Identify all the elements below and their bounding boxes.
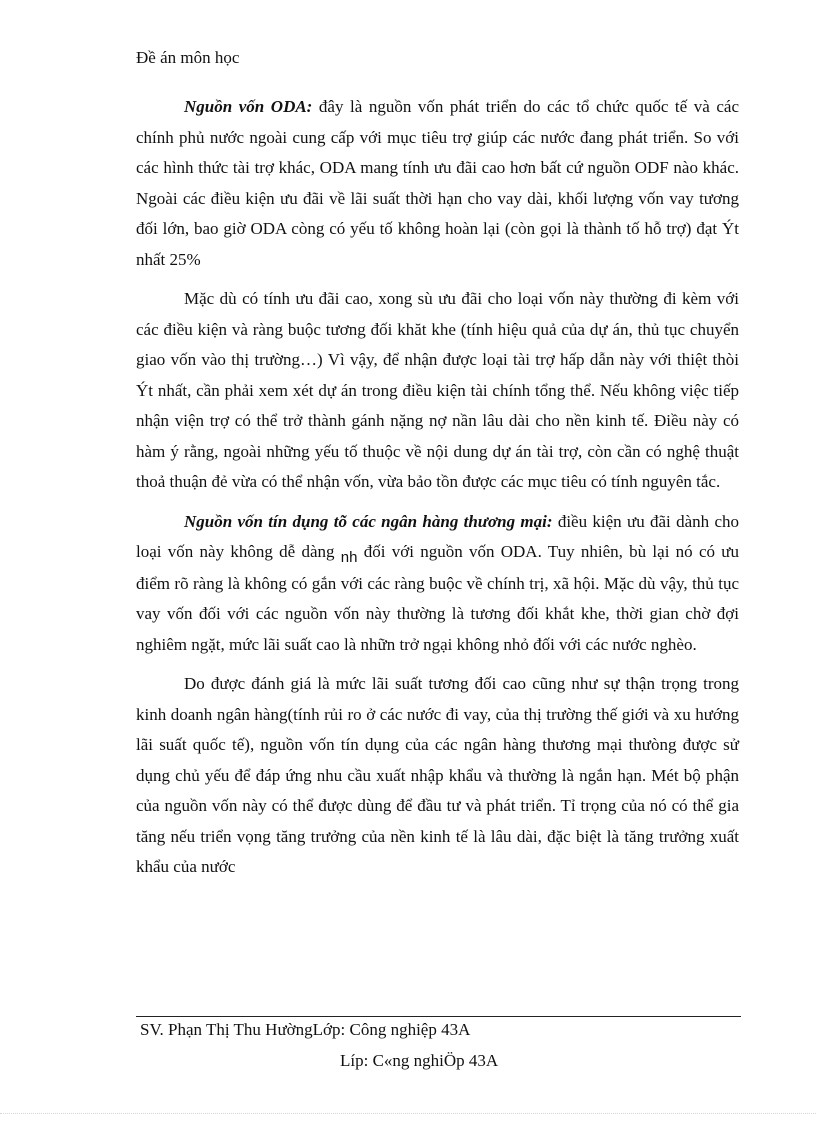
paragraph-conditions bbox=[136, 284, 739, 498]
stray-text-fragment: nh bbox=[340, 549, 358, 566]
body-text bbox=[136, 92, 739, 892]
page-bottom-dotted-edge bbox=[0, 1113, 816, 1114]
page-header-title: Đề án môn học bbox=[136, 48, 240, 67]
paragraph-interest-rate bbox=[136, 669, 739, 883]
paragraph-conditions-text: Mặc dù có tính ưu đãi cao, xong sù ưu đãi cho loại vốn này thường đi kèm với các điều kiện và ràng buộc tương đối khăt khe (tính hiệu quả của dự án, thủ tục chuyển giao vốn vào thị trường…) Vì vậy, để nhận được loại tài trợ hấp dẫn này với thiệt thòi Ýt nhất, cần phải xem xét dự án trong điều kiện tài chính tổng thể. Nếu không việc tiếp nhận viện trợ có thể trở thành gánh nặng nợ nần lâu dài cho nền kinh tế. Điều này có hàm ý rằng, ngoài những yếu tố thuộc về nội dung dự án tài trợ, còn cần có nghệ thuật thoả thuận đẻ vừa có thể nhận vốn, vừa bảo tồn được các mục tiêu có tính nguyên tắc. bbox=[136, 289, 739, 491]
paragraph-commercial-credit-text-before: điều kiện ưu đãi dành cho loại vốn này không dễ dàng bbox=[136, 511, 739, 561]
paragraph-interest-rate-text: Do được đánh giá là mức lãi suất tương đối cao cũng như sự thận trọng trong kinh doanh ngân hàng(tính rủi ro ở các nước đi vay, của thị trường thế giới và xu hướng lãi suất quốc tế), nguồn vốn tín dụng của các ngân hàng thương mại thưòng được sử dụng chủ yếu để đáp ứng nhu cầu xuất nhập khẩu và thường là ngắn hạn. Mét bộ phận của nguồn vốn này có thể được dùng để đầu tư và phát triển. Tỉ trọng của nó có thể gia tăng nếu triển vọng tăng trưởng của nền kinh tế là lâu dài, đặc biệt là tăng trưởng xuất khẩu của nước bbox=[136, 674, 739, 876]
footer-divider bbox=[136, 1016, 741, 1017]
paragraph-oda bbox=[136, 92, 739, 275]
paragraph-commercial-credit-lead: Nguồn vốn tín dụng tõ các ngân hàng thương mại: bbox=[184, 511, 553, 531]
paragraph-oda-lead: Nguồn vốn ODA: bbox=[184, 97, 313, 116]
paragraph-commercial-credit bbox=[136, 507, 739, 661]
footer-class-label: Líp: C«ng nghiÖp 43A bbox=[340, 1051, 499, 1070]
paragraph-oda-text: đây là nguồn vốn phát triển do các tổ chức quốc tế và các chính phủ nước ngoài cung cấp với mục tiêu trợ giúp các nước đang phát triển. So với các hình thức tài trợ khác, ODA mang tính ưu đãi cao hơn bất cứ nguồn ODF nào khác. Ngoài các điều kiện ưu đãi về lãi suất thời hạn cho vay dài, khối lượng vốn vay tương đối lớn, bao giờ ODA còng có yếu tố không hoàn lại (còn gọi là thành tố hỗ trợ) đạt Ýt nhất 25% bbox=[136, 97, 739, 269]
paragraph-commercial-credit-text-after: đối với nguồn vốn ODA. Tuy nhiên, bù lại nó có ưu điểm rõ ràng là không có gắn với các ràng buộc về chính trị, xã hội. Mặc dù vậy, thủ tục vay vốn đối với các nguồn vốn này thường là tương đối khắt khe, thời gian chờ đợi nghiêm ngặt, mức lãi suất cao là nhữn trở ngại không nhỏ đối với các nước nghèo. bbox=[136, 542, 739, 654]
footer-student-name: SV. Phạn Thị Thu HườngLớp: Công nghiệp 43A bbox=[140, 1020, 471, 1039]
